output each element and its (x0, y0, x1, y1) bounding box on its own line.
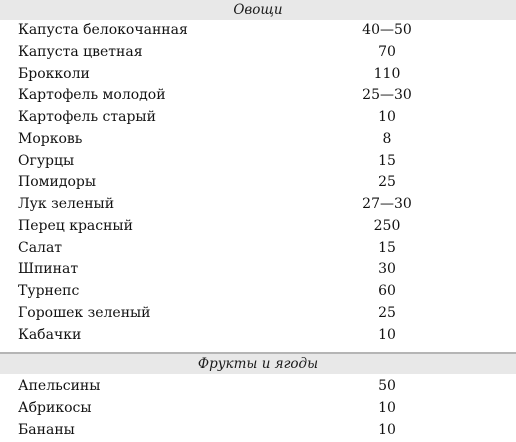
item-name: Салат (18, 239, 63, 256)
item-name: Картофель старый (18, 109, 156, 125)
item-value: 10 (378, 326, 396, 343)
item-name: Перец красный (18, 217, 133, 234)
item-name: Апельсины (18, 378, 101, 395)
item-value: 25 (378, 304, 396, 321)
table-row (0, 303, 516, 325)
item-name: Бананы (18, 421, 75, 438)
item-name: Шпинат (18, 261, 79, 278)
table-row (0, 238, 516, 260)
table-row (0, 325, 516, 347)
item-value: 10 (378, 421, 396, 438)
item-value: 27—30 (362, 196, 412, 212)
item-value: 15 (378, 152, 396, 169)
section-heading: Фрукты и ягоды (0, 354, 516, 374)
item-name: Помидоры (18, 174, 97, 191)
fruits-table (0, 374, 516, 441)
item-value: 10 (378, 400, 396, 416)
item-name: Брокколи (18, 65, 90, 82)
table-row (0, 398, 516, 420)
item-value: 30 (378, 261, 396, 278)
item-value: 70 (378, 43, 396, 60)
table-row (0, 42, 516, 64)
section-heading: Овощи (0, 0, 516, 20)
item-name: Капуста белокочанная (18, 22, 188, 38)
table-row (0, 151, 516, 173)
table-row (0, 172, 516, 194)
table-row (0, 64, 516, 86)
item-value: 110 (373, 65, 401, 82)
item-value: 250 (373, 217, 401, 234)
table-row (0, 281, 516, 303)
item-value: 60 (378, 283, 396, 299)
item-value: 40—50 (362, 22, 412, 38)
table-row (0, 85, 516, 107)
section-fruits-berries (0, 354, 516, 441)
item-value: 25 (378, 174, 396, 191)
item-name: Картофель молодой (18, 87, 166, 104)
item-name: Огурцы (18, 152, 75, 169)
item-name: Горошек зеленый (18, 304, 151, 321)
table-row (0, 376, 516, 398)
item-name: Капуста цветная (18, 43, 143, 60)
table-row (0, 259, 516, 281)
table-row (0, 107, 516, 129)
item-value: 50 (378, 378, 396, 395)
item-name: Турнепс (18, 283, 80, 299)
table-row (0, 420, 516, 442)
table-row (0, 216, 516, 238)
item-name: Абрикосы (18, 400, 92, 416)
vegetables-table (0, 20, 516, 346)
table-row (0, 194, 516, 216)
table-row (0, 20, 516, 42)
item-name: Кабачки (18, 326, 82, 343)
table-row (0, 129, 516, 151)
item-name: Лук зеленый (18, 196, 115, 212)
item-name: Морковь (18, 130, 83, 147)
item-value: 10 (378, 109, 396, 125)
item-value: 8 (382, 130, 392, 147)
item-value: 25—30 (362, 87, 412, 104)
item-value: 15 (378, 239, 396, 256)
